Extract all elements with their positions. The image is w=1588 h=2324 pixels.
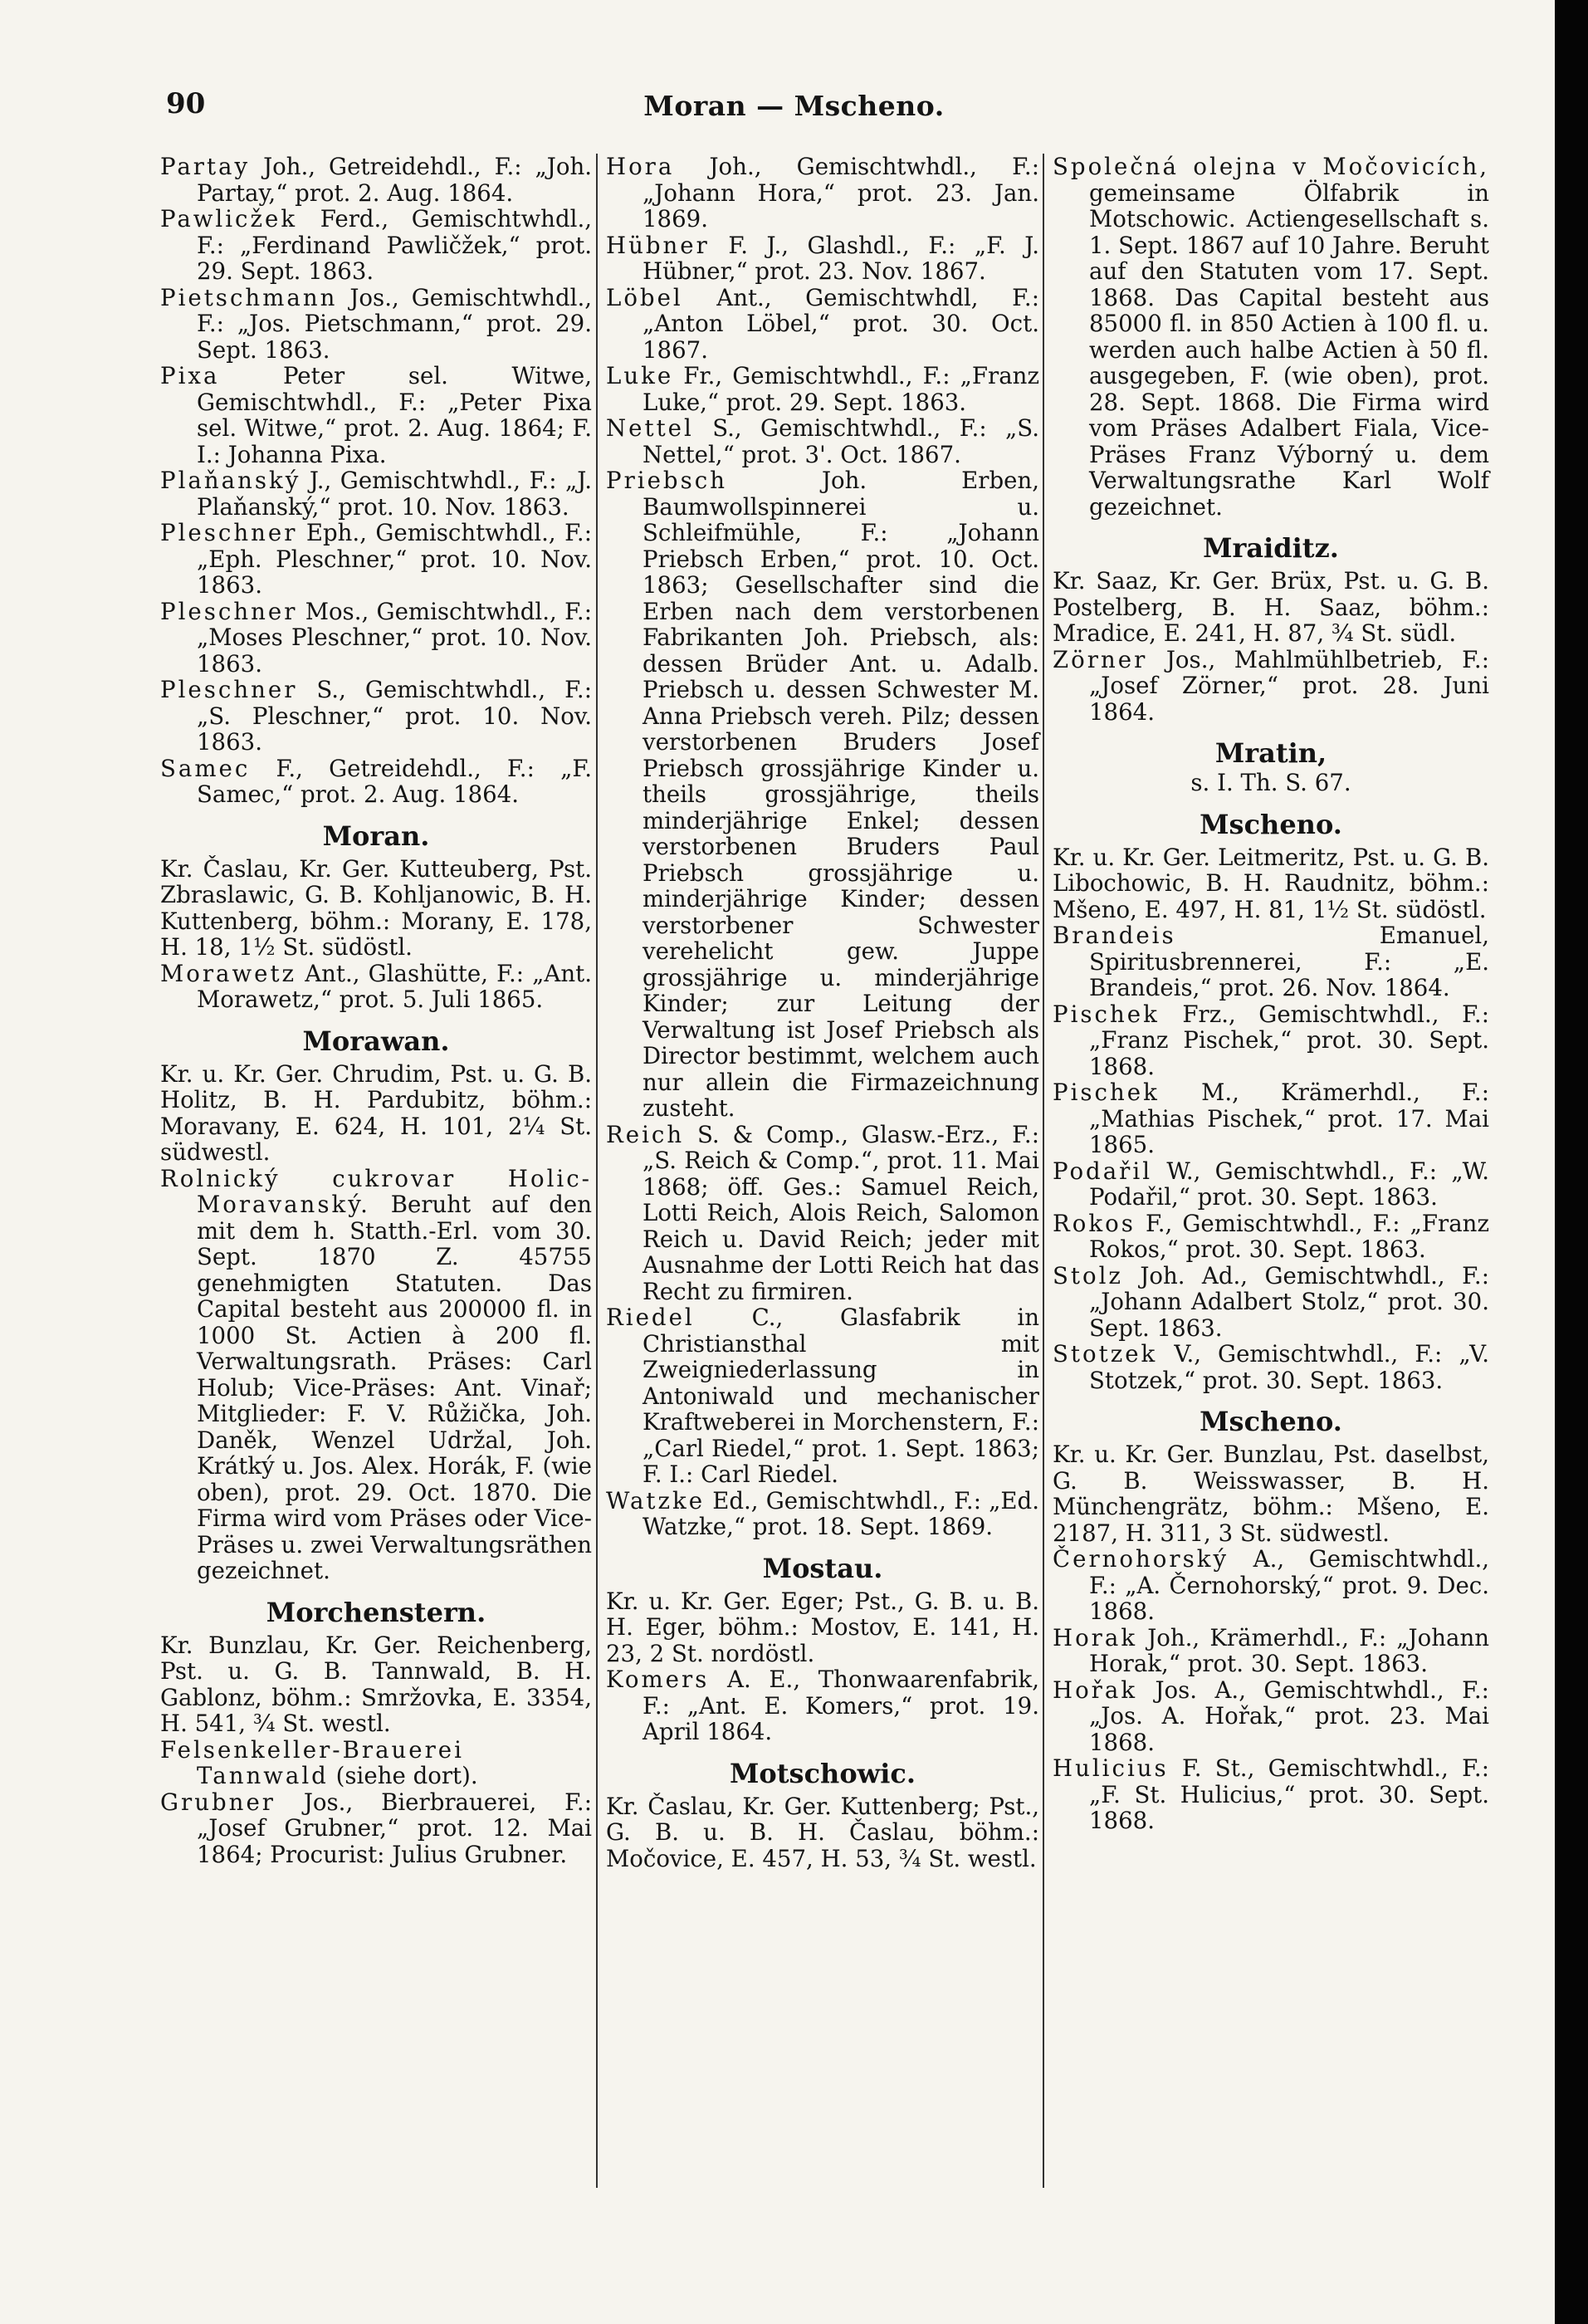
- entry-name: Pixa: [160, 362, 220, 389]
- section-intro: Kr. Časlau, Kr. Ger. Kuttenberg; Pst., G. B. u. B. H. Časlau, böhm.: Močovice, E. 457, H. 53, ¾ St. westl.: [606, 1792, 1039, 1872]
- entry-name: Plaňanský: [160, 467, 301, 494]
- column-2: [606, 154, 1039, 1871]
- section-intro: Kr. Saaz, Kr. Ger. Brüx, Pst. u. G. B. Postelberg, B. H. Saaz, böhm.: Mradice, E. 241, H. 87, ¾ St. südl.: [1053, 567, 1489, 647]
- section-intro: Kr. u. Kr. Ger. Leitmeritz, Pst. u. G. B. Libochowic, B. H. Raudnitz, böhm.: Mšeno, E. 497, H. 81, 1½ St. südöstl.: [1053, 843, 1489, 923]
- entry-text: Jos., Gemischtwhdl., F.: „Jos. Pietschmann,“ prot. 29. Sept. 1863.: [197, 283, 592, 364]
- section-heading: Mraiditz.: [1203, 532, 1339, 564]
- entry-text: S., Gemischtwhdl., F.: „S. Pleschner,“ prot. 10. Nov. 1863.: [197, 676, 592, 756]
- entry-name: Luke: [606, 362, 674, 389]
- entry-text: Joh., Krämerhdl., F.: „Johann Horak,“ prot. 30. Sept. 1863.: [1089, 1623, 1489, 1677]
- entry-name: Rolnický cukrovar Holic-Moravanský.: [160, 1164, 592, 1218]
- entry-text: A., Gemischtwhdl., F.: „A. Černohorský,“ prot. 9. Dec. 1868.: [1089, 1545, 1489, 1625]
- directory-entry: [606, 232, 1039, 285]
- directory-entry: [1053, 1677, 1489, 1756]
- entry-text: C., Glasfabrik in Christiansthal mit Zweigniederlassung in Antoniwald und mechanischer Kraftweberei in Morchenstern, F.: „Carl Riedel,“ prot. 1. Sept. 1863; F. I.: Carl Riedel.: [643, 1304, 1039, 1488]
- entry-text: Joh., Gemischtwhdl., F.: „Johann Hora,“ prot. 23. Jan. 1869.: [643, 153, 1039, 232]
- directory-entry: [160, 756, 592, 808]
- entry-name: Löbel: [606, 283, 683, 311]
- directory-entry: [160, 285, 592, 364]
- entry-name: Felsenkeller-Brauerei Tannwald: [160, 1735, 464, 1789]
- entry-name: Pischek: [1053, 1079, 1160, 1106]
- entry-text: W., Gemischtwhdl., F.: „W. Podařil,“ prot. 30. Sept. 1863.: [1089, 1157, 1489, 1211]
- entry-name: Společná olejna v Močovicích,: [1053, 153, 1489, 180]
- directory-entry: [160, 520, 592, 599]
- entry-name: Rokos: [1053, 1209, 1136, 1237]
- running-head: Moran — Mscheno.: [643, 90, 945, 122]
- section-intro: s. I. Th. S. 67.: [1190, 769, 1351, 796]
- entry-text: Ant., Glashütte, F.: „Ant. Morawetz,“ prot. 5. Juli 1865.: [197, 959, 592, 1013]
- entry-text: Peter sel. Witwe, Gemischtwhdl., F.: „Peter Pixa sel. Witwe,“ prot. 2. Aug. 1864; F. I.: Johanna Pixa.: [197, 362, 592, 468]
- entry-list: [160, 1737, 592, 1868]
- directory-entry: [160, 1789, 592, 1868]
- entry-name: Komers: [606, 1666, 710, 1693]
- section-intro: Kr. u. Kr. Ger. Eger; Pst., G. B. u. B. H. Eger, böhm.: Mostov, E. 141, H. 23, 2 St. nordöstl.: [606, 1587, 1039, 1667]
- entry-text: F. St., Gemischtwhdl., F.: „F. St. Hulicius,“ prot. 30. Sept. 1868.: [1089, 1754, 1489, 1834]
- directory-entry: [160, 467, 592, 520]
- section-heading: Mostau.: [762, 1552, 883, 1584]
- entry-name: Pietschmann: [160, 283, 338, 311]
- directory-entry: [1053, 1341, 1489, 1393]
- section-intro: Kr. u. Kr. Ger. Chrudim, Pst. u. G. B. Holitz, B. H. Pardubitz, böhm.: Moravany, E. 624, H. 101, 2¼ St. südwestl.: [160, 1059, 592, 1166]
- entry-text: A. E., Thonwaarenfabrik, F.: „Ant. E. Komers,“ prot. 19. April 1864.: [643, 1666, 1039, 1745]
- entry-name: Watzke: [606, 1486, 706, 1514]
- directory-entry: [160, 1166, 592, 1584]
- entry-name: Priebsch: [606, 467, 727, 494]
- entry-name: Hübner: [606, 231, 710, 259]
- directory-entry: [1053, 1546, 1489, 1625]
- directory-entry: [1053, 1158, 1489, 1211]
- section-heading: Mratin,: [1214, 737, 1327, 769]
- entry-list: [1053, 154, 1489, 520]
- entry-text: F. J., Glashdl., F.: „F. J. Hübner,“ prot. 23. Nov. 1867.: [643, 231, 1039, 285]
- directory-entry: [160, 363, 592, 467]
- entry-name: Samec: [160, 754, 251, 782]
- directory-entry: [160, 961, 592, 1013]
- section-heading: Morchenstern.: [266, 1596, 486, 1628]
- entry-name: Nettel: [606, 414, 694, 442]
- entry-name: Stolz: [1053, 1261, 1123, 1289]
- directory-entry: [160, 677, 592, 756]
- page-number: 90: [166, 87, 206, 120]
- directory-entry: [160, 599, 592, 678]
- entry-text: Joh., Getreidehdl., F.: „Joh. Partay,“ prot. 2. Aug. 1864.: [197, 153, 592, 207]
- directory-entry: [606, 285, 1039, 364]
- entry-name: Pischek: [1053, 1000, 1160, 1028]
- entry-list: [160, 1166, 592, 1584]
- entry-name: Hořak: [1053, 1676, 1138, 1704]
- entry-text: V., Gemischtwhdl., F.: „V. Stotzek,“ prot. 30. Sept. 1863.: [1089, 1340, 1489, 1394]
- entry-text: Fr., Gemischtwhdl., F.: „Franz Luke,“ prot. 29. Sept. 1863.: [643, 362, 1039, 416]
- section-heading: Mscheno.: [1200, 1406, 1342, 1437]
- column-rule-2: [1043, 154, 1044, 2188]
- directory-entry: [1053, 154, 1489, 520]
- directory-entry: [606, 1122, 1039, 1305]
- directory-entry: [160, 154, 592, 206]
- entry-text: Jos., Mahlmühlbetrieb, F.: „Josef Zörner,“ prot. 28. Juni 1864.: [1089, 645, 1489, 726]
- column-3: [1053, 154, 1489, 1834]
- entry-text: F., Getreidehdl., F.: „F. Samec,“ prot. 2. Aug. 1864.: [197, 754, 592, 808]
- entry-text: S., Gemischtwhdl., F.: „S. Nettel,“ prot. 3'. Oct. 1867.: [643, 414, 1039, 468]
- entry-name: Horak: [1053, 1623, 1138, 1651]
- entry-text: M., Krämerhdl., F.: „Mathias Pischek,“ prot. 17. Mai 1865.: [1089, 1079, 1489, 1158]
- section-heading: Moran.: [322, 820, 430, 852]
- entry-name: Reich: [606, 1120, 685, 1148]
- entry-text: Mos., Gemischtwhdl., F.: „Moses Pleschner,“ prot. 10. Nov. 1863.: [197, 597, 592, 678]
- entry-name: Grubner: [160, 1788, 276, 1816]
- entry-list: [160, 154, 592, 808]
- section-heading: Mscheno.: [1200, 808, 1342, 840]
- section-intro: Kr. Bunzlau, Kr. Ger. Reichenberg, Pst. u. G. B. Tannwald, B. H. Gablonz, böhm.: Smržovka, E. 3354, H. 541, ¾ St. westl.: [160, 1631, 592, 1737]
- directory-entry: [1053, 1001, 1489, 1080]
- column-rule-1: [596, 154, 598, 2188]
- entry-text: Ant., Gemischtwhdl, F.: „Anton Löbel,“ prot. 30. Oct. 1867.: [643, 283, 1039, 364]
- entry-text: gemeinsame Ölfabrik in Motschowic. Actiengesellschaft s. 1. Sept. 1867 auf 10 Jahre. Beruht auf den Statuten vom 17. Sept. 1868. Das Capital besteht aus 85000 fl. in 850 Actien à 100 fl. u. werden auch halbe Actien à 50 fl. ausgegeben, F. (wie oben), prot. 28. Sept. 1868. Die Firma wird vom Präses Adalbert Fiala, Vice-Präses Franz Výborný u. dem Verwaltungsrathe Karl Wolf gezeichnet.: [1089, 179, 1489, 521]
- directory-entry: [1053, 1211, 1489, 1263]
- entry-name: Brandeis: [1053, 922, 1176, 949]
- section-intro: Kr. Časlau, Kr. Ger. Kutteuberg, Pst. Zbraslawic, G. B. Kohljanowic, B. H. Kuttenberg, böhm.: Morany, E. 178, H. 18, 1½ St. südöstl.: [160, 854, 592, 961]
- entry-list: [606, 154, 1039, 1540]
- entry-name: Partay: [160, 153, 251, 180]
- entry-list: [1053, 647, 1489, 726]
- entry-text: Ed., Gemischtwhdl., F.: „Ed. Watzke,“ prot. 18. Sept. 1869.: [643, 1486, 1039, 1540]
- entry-text: Jos., Bierbrauerei, F.: „Josef Grubner,“ prot. 12. Mai 1864; Procurist: Julius Grubner.: [197, 1788, 593, 1868]
- scan-edge: [1555, 0, 1588, 2324]
- column-1: [160, 154, 592, 1867]
- directory-entry: [1053, 1263, 1489, 1342]
- entry-name: Hulicius: [1053, 1754, 1169, 1782]
- entry-name: Riedel: [606, 1304, 695, 1331]
- entry-name: Černohorský: [1053, 1545, 1229, 1573]
- entry-name: Morawetz: [160, 959, 297, 987]
- directory-entry: [606, 1666, 1039, 1745]
- entry-name: Pleschner: [160, 519, 298, 546]
- entry-text: Jos. A., Gemischtwhdl., F.: „Jos. A. Hořak,“ prot. 23. Mai 1868.: [1089, 1676, 1489, 1756]
- directory-entry: [1053, 1625, 1489, 1677]
- entry-text: J., Gemischtwhdl., F.: „J. Plaňanský,“ prot. 10. Nov. 1863.: [197, 467, 592, 521]
- entry-text: S. & Comp., Glasw.-Erz., F.: „S. Reich & Comp.“, prot. 11. Mai 1868; öff. Ges.: Samuel Reich, Lotti Reich, Alois Reich, Salomon Reich u. David Reich; jeder mit Ausnahme der Lotti Reich hat das Recht zu firmiren.: [643, 1120, 1039, 1305]
- entry-text: Beruht auf den mit dem h. Statth.-Erl. vom 30. Sept. 1870 Z. 45755 genehmigten Statuten. Das Capital besteht aus 200000 fl. in 1000 St. Actien à 200 fl. Verwaltungsrath. Präses: Carl Holub; Vice-Präses: Ant. Vinař; Mitglieder: F. V. Růžička, Joh. Daněk, Wenzel Udržal, Joh. Krátký u. Jos. Alex. Horák, F. (wie oben), prot. 29. Oct. 1870. Die Firma wird vom Präses oder Vice-Präses u. zwei Verwaltungsräthen gezeichnet.: [197, 1191, 592, 1584]
- section-intro: Kr. u. Kr. Ger. Bunzlau, Pst. daselbst, G. B. Weisswasser, B. H. Münchengrätz, böhm.: Mšeno, E. 2187, H. 311, 3 St. südwestl.: [1053, 1441, 1489, 1547]
- entry-text: Eph., Gemischtwhdl., F.: „Eph. Pleschner,“ prot. 10. Nov. 1863.: [197, 519, 592, 599]
- directory-entry: [1053, 1079, 1489, 1158]
- directory-entry: [606, 415, 1039, 467]
- entry-text: Frz., Gemischtwhdl., F.: „Franz Pischek,“ prot. 30. Sept. 1868.: [1089, 1000, 1489, 1080]
- directory-entry: [1053, 647, 1489, 726]
- directory-entry: [606, 154, 1039, 232]
- section-heading: Motschowic.: [730, 1757, 916, 1789]
- entry-text: Joh. Erben, Baumwollspinnerei u. Schleifmühle, F.: „Johann Priebsch Erben,“ prot. 10. Oct. 1863; Gesellschafter sind die Erben nach dem verstorbenen Fabrikanten Joh. Priebsch, als: dessen Brüder Ant. u. Adalb. Priebsch u. dessen Schwester M. Anna Priebsch vereh. Pilz; dessen verstorbenen Bruders Josef Priebsch grossjährige Kinder u. theils grossjährige, theils minderjährige Enkel; dessen verstorbenen Bruders Paul Priebsch grossjährige u. minderjährige Kinder; dessen verstorbener Schwester verehelicht gew. Juppe grossjährige u. minderjährige Kinder; zur Leitung der Verwaltung ist Josef Priebsch als Director bestimmt, welchem auch nur allein die Firmazeichnung zusteht.: [643, 467, 1039, 1122]
- entry-name: Stotzek: [1053, 1340, 1158, 1367]
- entry-text: Ferd., Gemischtwhdl., F.: „Ferdinand Pawličžek,“ prot. 29. Sept. 1863.: [197, 205, 592, 285]
- directory-entry: [1053, 922, 1489, 1001]
- directory-entry: [606, 467, 1039, 1122]
- directory-entry: [606, 1488, 1039, 1540]
- entry-list: [160, 961, 592, 1013]
- entry-name: Hora: [606, 153, 675, 180]
- directory-entry: [1053, 1755, 1489, 1834]
- entry-text: Emanuel, Spiritusbrennerei, F.: „E. Brandeis,“ prot. 26. Nov. 1864.: [1089, 922, 1489, 1001]
- directory-entry: [160, 1737, 592, 1789]
- entry-name: Pleschner: [160, 597, 298, 625]
- entry-name: Pleschner: [160, 676, 298, 703]
- directory-entry: [160, 206, 592, 285]
- directory-entry: [606, 363, 1039, 415]
- section-heading: Morawan.: [302, 1025, 450, 1057]
- entry-name: Pawlicžek: [160, 205, 298, 232]
- entry-name: Podařil: [1053, 1157, 1153, 1185]
- entry-text: F., Gemischtwhdl., F.: „Franz Rokos,“ prot. 30. Sept. 1863.: [1089, 1209, 1489, 1263]
- entry-text: Joh. Ad., Gemischtwhdl., F.: „Johann Adalbert Stolz,“ prot. 30. Sept. 1863.: [1089, 1261, 1489, 1342]
- entry-list: [1053, 922, 1489, 1393]
- entry-name: Zörner: [1053, 645, 1148, 673]
- entry-text: (siehe dort).: [335, 1762, 478, 1789]
- entry-list: [606, 1666, 1039, 1745]
- directory-entry: [606, 1304, 1039, 1488]
- entry-list: [1053, 1546, 1489, 1834]
